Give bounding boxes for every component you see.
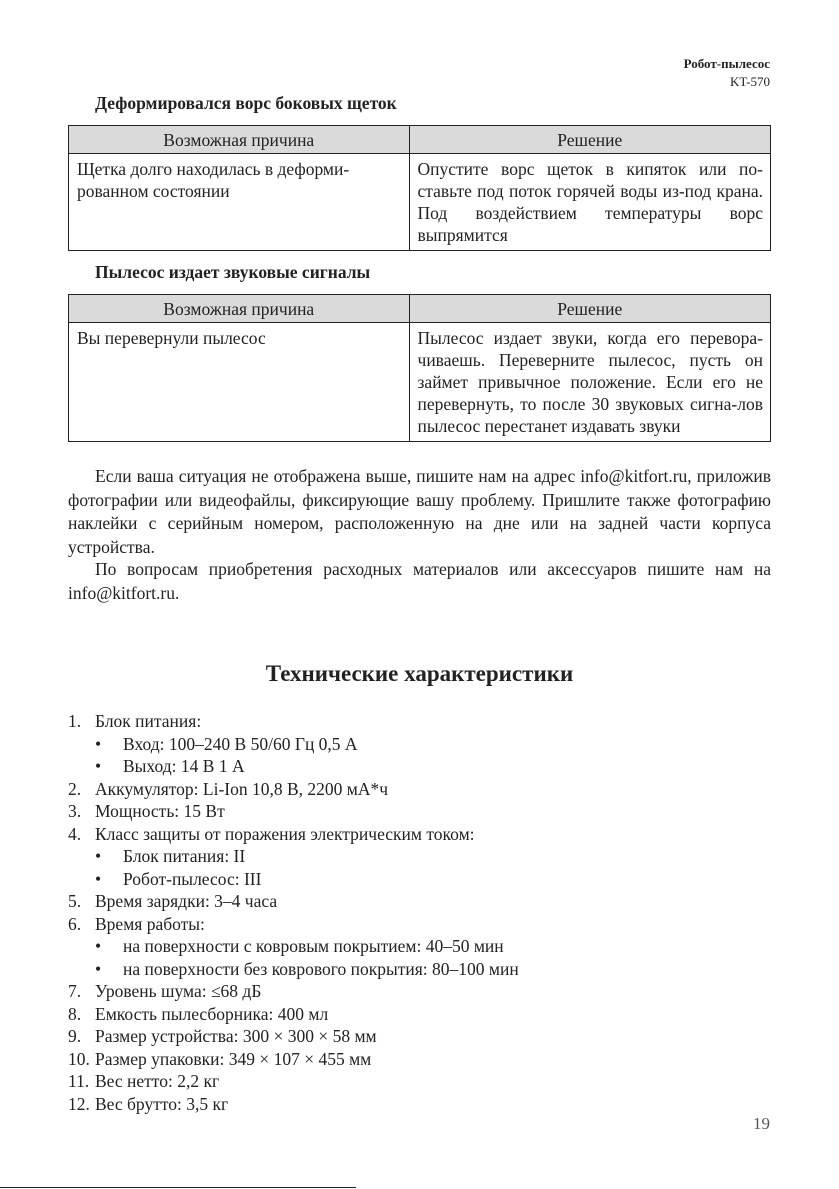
spec-item bbox=[68, 1025, 519, 1048]
spec-subitem-text: на поверхности с ковровым покрытием: 40–50 мин bbox=[123, 936, 504, 956]
spec-subitem-text: Блок питания: II bbox=[123, 846, 246, 866]
spec-item bbox=[68, 913, 519, 936]
contact-paragraph: Если ваша ситуация не отображена выше, пишите нам на адрес info@kitfort.ru, приложив фотографии или видеофайлы, фиксирующие вашу проблему. Пришлите также фотографию наклейки с серийным номером, расположенную на дне или на задней части корпуса устройства. bbox=[68, 466, 771, 557]
spec-text: Аккумулятор: Li-Ion 10,8 В, 2200 мА*ч bbox=[95, 778, 389, 799]
spec-subitem bbox=[68, 958, 519, 981]
spec-item bbox=[68, 800, 519, 823]
spec-item bbox=[68, 980, 519, 1003]
spec-subitem bbox=[68, 845, 519, 868]
spec-item bbox=[68, 1093, 519, 1116]
spec-number: 7. bbox=[68, 981, 82, 1001]
table-cell-cause: Щетка долго находилась в деформи-рованном состоянии bbox=[69, 154, 410, 251]
spec-text: Емкость пылесборника: 400 мл bbox=[95, 1003, 329, 1024]
bullet-icon: • bbox=[95, 756, 102, 776]
spec-item bbox=[68, 778, 519, 801]
spec-text: Мощность: 15 Вт bbox=[95, 801, 225, 821]
bullet-icon: • bbox=[95, 936, 102, 956]
spec-number: 1. bbox=[68, 711, 82, 731]
specs-list bbox=[68, 710, 519, 1115]
table-cell-cause: Вы перевернули пылесос bbox=[69, 323, 410, 442]
spec-number: 4. bbox=[68, 823, 82, 844]
spec-item bbox=[68, 1048, 519, 1071]
table-header-cause: Возможная причина bbox=[69, 126, 410, 154]
spec-text: Время зарядки: 3–4 часа bbox=[95, 891, 278, 911]
spec-number: 11. bbox=[68, 1071, 90, 1091]
spec-number: 2. bbox=[68, 778, 82, 799]
spec-text: Размер упаковки: 349 × 107 × 455 мм bbox=[95, 1048, 372, 1069]
table-cell-solution: Пылесос издает звуки, когда его перевора-чиваешь. Переверните пылесос, пусть он займет привычное положение. Если его не перевернуть, то после 30 звуковых сигна-лов пылесос перестанет издавать звуки bbox=[409, 323, 770, 442]
page-header bbox=[684, 55, 770, 91]
spec-subitem bbox=[68, 935, 519, 958]
spec-number: 3. bbox=[68, 801, 82, 821]
spec-number: 8. bbox=[68, 1003, 82, 1024]
spec-text: Время работы: bbox=[95, 913, 205, 934]
spec-number: 6. bbox=[68, 913, 82, 934]
spec-number: 10. bbox=[68, 1048, 90, 1069]
table-header-solution: Решение bbox=[409, 126, 771, 154]
table-cell-solution: Опустите ворс щеток в кипяток или по-ставьте под поток горячей воды из-под крана. Под воздействием температуры ворс выпрямится bbox=[409, 154, 771, 251]
table-header-cause: Возможная причина bbox=[69, 295, 410, 323]
spec-number: 12. bbox=[68, 1093, 90, 1114]
spec-item bbox=[68, 710, 519, 733]
bullet-icon: • bbox=[95, 846, 102, 866]
spec-number: 9. bbox=[68, 1026, 82, 1046]
page-number: 19 bbox=[753, 1114, 770, 1133]
spec-subitem-text: Вход: 100–240 В 50/60 Гц 0,5 А bbox=[123, 733, 358, 754]
spec-item bbox=[68, 1070, 519, 1093]
bullet-icon: • bbox=[95, 868, 102, 889]
section-title-bristles: Деформировался ворс боковых щеток bbox=[95, 93, 397, 113]
table-bristles bbox=[68, 125, 771, 251]
spec-text: Блок питания: bbox=[95, 711, 202, 731]
spec-text: Класс защиты от поражения электрическим током: bbox=[95, 823, 475, 844]
spec-item bbox=[68, 823, 519, 846]
spec-text: Уровень шума: ≤68 дБ bbox=[95, 981, 262, 1001]
spec-item bbox=[68, 890, 519, 913]
accessories-paragraph: По вопросам приобретения расходных материалов или аксессуаров пишите нам на info@kitfort.ru. bbox=[68, 559, 771, 603]
table-beeps bbox=[68, 294, 771, 442]
spec-number: 5. bbox=[68, 891, 82, 911]
spec-text: Вес брутто: 3,5 кг bbox=[95, 1093, 229, 1114]
spec-subitem-text: Выход: 14 В 1 А bbox=[123, 756, 245, 776]
header-product: Робот-пылесос bbox=[683, 56, 770, 71]
bullet-icon: • bbox=[95, 958, 102, 979]
spec-subitem-text: на поверхности без коврового покрытия: 80–100 мин bbox=[123, 958, 519, 979]
header-model: KT-570 bbox=[730, 74, 770, 89]
spec-subitem-text: Робот-пылесос: III bbox=[123, 868, 262, 889]
spec-text: Вес нетто: 2,2 кг bbox=[95, 1071, 220, 1091]
specs-title: Технические характеристики bbox=[265, 661, 574, 686]
spec-subitem bbox=[68, 755, 519, 778]
spec-item bbox=[68, 1003, 519, 1026]
table-header-solution: Решение bbox=[409, 295, 770, 323]
spec-text: Размер устройства: 300 × 300 × 58 мм bbox=[95, 1026, 377, 1046]
section-title-beeps: Пылесос издает звуковые сигналы bbox=[95, 262, 371, 282]
bullet-icon: • bbox=[95, 733, 102, 754]
footer-rule bbox=[0, 1187, 356, 1188]
spec-subitem bbox=[68, 733, 519, 756]
spec-subitem bbox=[68, 868, 519, 891]
